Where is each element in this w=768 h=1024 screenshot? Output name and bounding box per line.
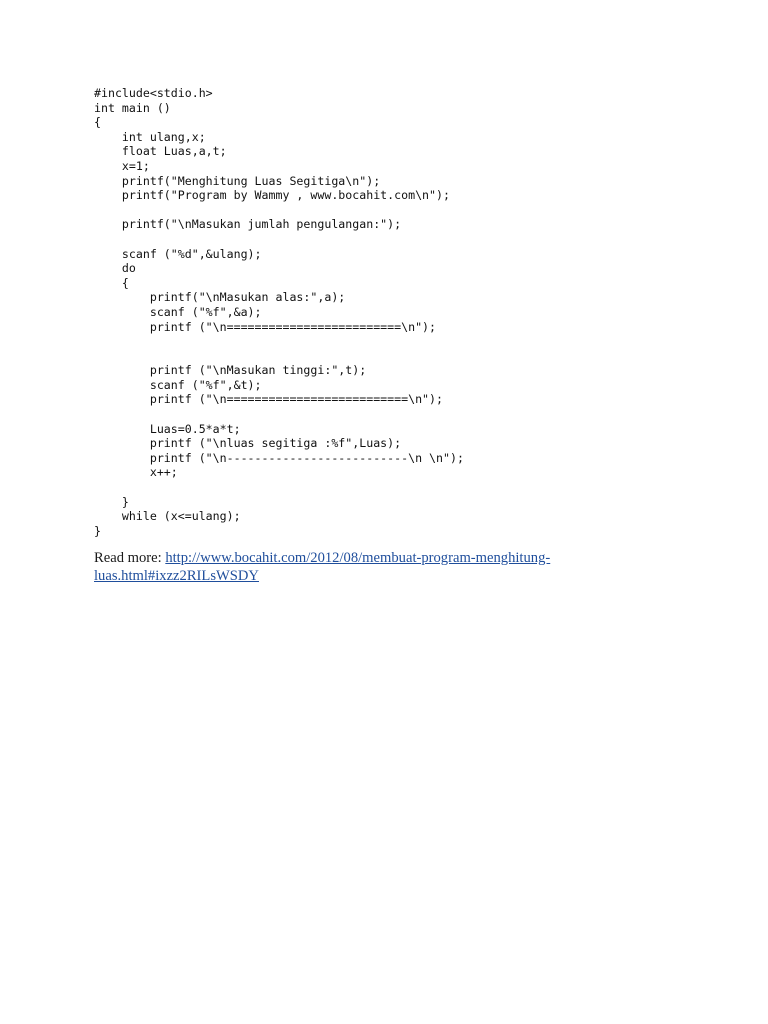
code-line: printf ("\n==========================\n"); (94, 392, 444, 407)
code-line (94, 203, 464, 218)
code-line: printf("Program by Wammy , www.bocahit.com\n"); (94, 188, 450, 203)
code-line: printf("\nMasukan alas:",a); (94, 290, 346, 305)
code-line (94, 232, 464, 247)
code-line: printf ("\n=========================\n"); (94, 319, 437, 334)
code-line (94, 334, 464, 349)
code-line: printf ("\nMasukan tinggi:",t); (94, 363, 367, 378)
code-line (94, 407, 464, 422)
read-more-prefix: Read more: (94, 550, 166, 566)
code-line: x=1; (94, 158, 150, 173)
code-line: Luas=0.5*a*t; (94, 421, 241, 436)
code-block (94, 86, 464, 538)
read-more-link[interactable]: http://www.bocahit.com/2012/08/membuat-program-menghitung-luas.html#ixzz2RILsWSDY (94, 550, 551, 584)
code-line: float Luas,a,t; (94, 144, 227, 159)
code-line (94, 480, 464, 495)
code-line: scanf ("%d",&ulang); (94, 246, 262, 261)
code-line (94, 349, 464, 364)
code-line: scanf ("%f",&t); (94, 377, 262, 392)
code-line: #include<stdio.h> (94, 86, 213, 100)
read-more-paragraph (94, 549, 614, 585)
code-line: int main () (94, 100, 171, 115)
code-line: do (94, 261, 136, 276)
code-line: } (94, 494, 129, 509)
code-line: printf("\nMasukan jumlah pengulangan:"); (94, 217, 402, 232)
code-line: printf("Menghitung Luas Segitiga\n"); (94, 173, 381, 188)
code-line: printf ("\n--------------------------\n \n"); (94, 450, 464, 465)
code-line: } (94, 523, 101, 538)
code-line: x++; (94, 465, 178, 480)
code-line: int ulang,x; (94, 129, 206, 144)
code-line: { (94, 115, 101, 130)
code-line: printf ("\nluas segitiga :%f",Luas); (94, 436, 402, 451)
code-line: while (x<=ulang); (94, 509, 241, 524)
code-line: scanf ("%f",&a); (94, 304, 262, 319)
code-line: { (94, 275, 129, 290)
